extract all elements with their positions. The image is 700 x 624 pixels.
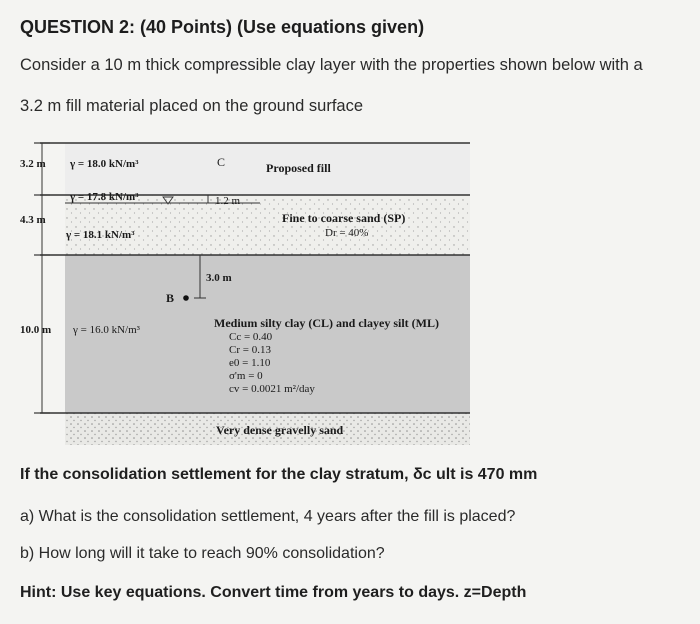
question-title: QUESTION 2: (40 Points) (Use equations given) — [20, 17, 425, 37]
clay-label: Medium silty clay (CL) and clayey silt (ML) — [214, 316, 439, 330]
water-table-depth: 1.2 m — [215, 195, 241, 207]
sand-density: Dr = 40% — [325, 227, 369, 239]
part-a-question: a) What is the consolidation settlement, 4 years after the fill is placed? — [20, 508, 516, 525]
sand-texture — [65, 195, 470, 255]
soil-profile-figure — [20, 135, 480, 447]
clay-cr: Cr = 0.13 — [229, 344, 271, 356]
clay-unit-weight: γ = 16.0 kN/m³ — [73, 324, 140, 336]
intro-line-2: 3.2 m fill material placed on the ground surface — [20, 97, 364, 115]
sand-sat-unit-weight: γ = 18.1 kN/m³ — [66, 229, 135, 241]
sand-thickness-label: 4.3 m — [20, 214, 46, 226]
sand-label: Fine to coarse sand (SP) — [282, 211, 406, 225]
bottom-layer-label: Very dense gravelly sand — [216, 423, 344, 437]
clay-e0: e0 = 1.10 — [229, 357, 271, 369]
fill-unit-weight: γ = 18.0 kN/m³ — [70, 158, 139, 170]
clay-cc: Cc = 0.40 — [229, 331, 273, 343]
clay-cv: cv = 0.0021 m²/day — [229, 383, 315, 395]
part-b-question: b) How long will it take to reach 90% consolidation? — [20, 545, 385, 562]
point-b-depth: 3.0 m — [206, 272, 232, 284]
intro-line-1: Consider a 10 m thick compressible clay layer with the properties shown below with a — [20, 56, 643, 74]
clay-thickness-label: 10.0 m — [20, 324, 52, 336]
point-b-label: B — [166, 291, 175, 305]
settlement-statement: If the consolidation settlement for the clay stratum, δc ult is 470 mm — [20, 466, 538, 483]
fill-thickness-label: 3.2 m — [20, 158, 46, 170]
point-c-label: C — [217, 155, 226, 169]
fill-label: Proposed fill — [266, 161, 331, 175]
hint-text: Hint: Use key equations. Convert time from years to days. z=Depth — [20, 584, 527, 601]
point-b-marker — [183, 295, 189, 301]
sand-moist-unit-weight: γ = 17.8 kN/m³ — [70, 191, 139, 203]
clay-sigma-m: σ'm = 0 — [229, 370, 263, 382]
